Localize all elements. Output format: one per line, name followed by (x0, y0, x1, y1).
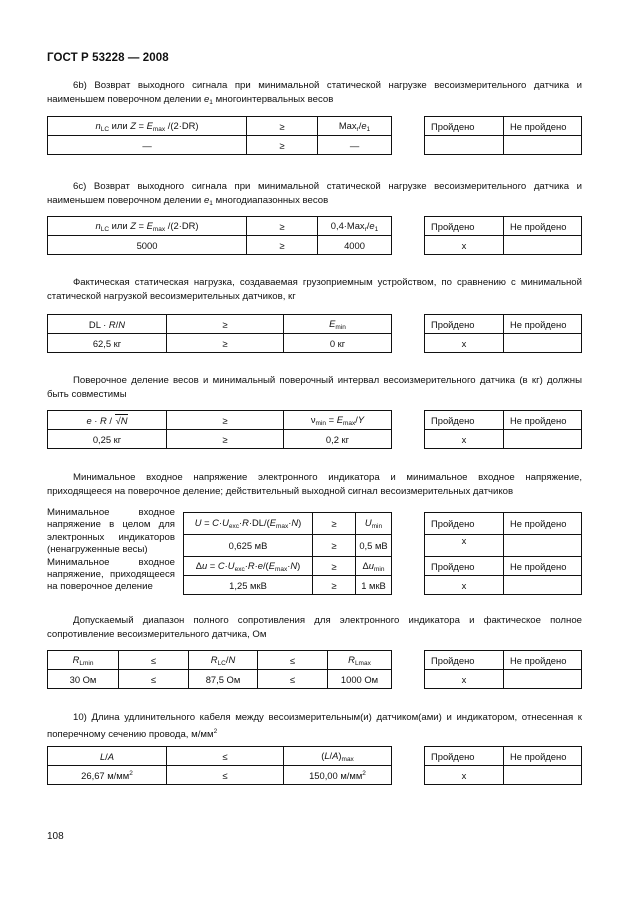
value-left: 5000 (48, 236, 247, 255)
value-left: 26,67 $м/мм^2$ (48, 766, 167, 785)
section-6b-criteria-table (47, 116, 392, 155)
section-6b-result-table (424, 116, 582, 155)
value-operator: ≥ (247, 136, 318, 155)
row1-operator: ≥ (313, 513, 356, 535)
section-6b-text: 6b) Возврат выходного сигнала при минимальной статической нагрузке весоизмерительного датчика и наименьшем поверочном делении $e_1$ многоинтервальных весов (47, 80, 582, 106)
side-label-overall: Минимальное входное напряжение в целом для электронных индикаторов (ненагруженные весы) (47, 507, 175, 556)
passed-mark (425, 136, 504, 155)
row2-operator: ≥ (313, 557, 356, 576)
row2-right: $\Delta u_{min}$ (356, 557, 392, 576)
value-operator-2: ≤ (258, 670, 328, 689)
row1-formula: $U = C\cdot U_{exc}\cdot R\cdot DL/(E_{max}\cdot N)$ (184, 513, 313, 535)
r-lc-n-header: $R_{LC}/N$ (189, 651, 258, 670)
value-left: — (48, 136, 247, 155)
page-number: 108 (47, 831, 64, 842)
section-10-result-table (424, 746, 582, 785)
value-operator-1: ≤ (119, 670, 189, 689)
section-6d-result-table (424, 314, 582, 353)
row2-formula: $\Delta u = C\cdot U_{exc}\cdot R\cdot e/(E_{max}\cdot N)$ (184, 557, 313, 576)
passed-mark: x (425, 334, 504, 353)
formula-right: $E_{min}$ (284, 315, 392, 334)
failed-mark (504, 136, 582, 155)
value-operator: ≤ (167, 766, 284, 785)
value-right: 4000 (318, 236, 392, 255)
section-9-criteria-table (47, 650, 392, 689)
section-6c-criteria-table (47, 216, 392, 255)
passed-header: Пройдено (425, 557, 504, 576)
passed-mark: x (425, 430, 504, 449)
r-lc-n-value: 87,5 Ом (189, 670, 258, 689)
section-7-criteria-table (47, 410, 392, 449)
value-operator: ≥ (247, 236, 318, 255)
passed-mark: x (425, 670, 504, 689)
passed-header: Пройдено (425, 747, 504, 766)
passed-mark: x (425, 236, 504, 255)
value-right: — (318, 136, 392, 155)
section-8-side-labels (47, 507, 175, 594)
value-right: 0 кг (284, 334, 392, 353)
operator: ≤ (167, 747, 284, 766)
row1-value: 0,625 мВ (184, 535, 313, 557)
formula-right: $(L/A)_{max}$ (284, 747, 392, 766)
section-6d-text: Фактическая статическая нагрузка, создаваемая грузоприемным устройством, по сравнению с минимальной статической нагрузкой весоизмерительных датчиков, кг (47, 277, 582, 302)
formula-left: e · R / √N (48, 411, 167, 430)
formula-left: DL · R/N (48, 315, 167, 334)
value-right: 0,2 кг (284, 430, 392, 449)
passed-header: Пройдено (425, 117, 504, 136)
failed-mark (504, 670, 582, 689)
row1-value-operator: ≥ (313, 535, 356, 557)
r-lmin-value: 30 Ом (48, 670, 119, 689)
passed-mark: x (425, 535, 504, 557)
operator-1: ≤ (119, 651, 189, 670)
failed-header: Не пройдено (504, 411, 582, 430)
operator-2: ≤ (258, 651, 328, 670)
row1-right: $U_{min}$ (356, 513, 392, 535)
section-6d-criteria-table (47, 314, 392, 353)
formula-right: $0,4\cdot Max_r/e_1$ (318, 217, 392, 236)
failed-header: Не пройдено (504, 557, 582, 576)
failed-mark (504, 334, 582, 353)
failed-mark (504, 236, 582, 255)
operator: ≥ (247, 217, 318, 236)
r-lmax-value: 1000 Ом (328, 670, 392, 689)
failed-mark (504, 535, 582, 557)
operator: ≥ (167, 411, 284, 430)
section-8-text: Минимальное входное напряжение электронного индикатора и минимальное входное напряжение, приходящееся на поверочное деление; действительный выходной сигнал весоизмерительных датчиков (47, 472, 582, 497)
failed-header: Не пройдено (504, 747, 582, 766)
failed-header: Не пройдено (504, 217, 582, 236)
passed-mark: x (425, 576, 504, 595)
document-header: ГОСТ Р 53228 — 2008 (47, 52, 169, 64)
section-9-text: Допускаемый диапазон полного сопротивления для электронного индикатора и фактическое полное сопротивление весоизмерительного датчика, Ом (47, 615, 582, 640)
passed-header: Пройдено (425, 411, 504, 430)
failed-mark (504, 766, 582, 785)
section-7-text: Поверочное деление весов и минимальный поверочный интервал весоизмерительного датчика (в кг) должны быть совместимы (47, 375, 582, 400)
section-8-result-table-1 (424, 512, 582, 557)
section-8-criteria-table (183, 512, 392, 595)
value-operator: ≥ (167, 430, 284, 449)
section-6c-result-table (424, 216, 582, 255)
row2-value: 1,25 мкВ (184, 576, 313, 595)
r-lmin-header: $R_{Lmin}$ (48, 651, 119, 670)
section-6c-text: 6c) Возврат выходного сигнала при минимальной статической нагрузке весоизмерительного датчика и наименьшем поверочном делении $e_1$ многодиапазонных весов (47, 181, 582, 207)
failed-header: Не пройдено (504, 513, 582, 535)
operator: ≥ (167, 315, 284, 334)
r-lmax-header: $R_{Lmax}$ (328, 651, 392, 670)
value-right: 150,00 $м/мм^2$ (284, 766, 392, 785)
formula-right: $Max_r/e_1$ (318, 117, 392, 136)
passed-header: Пройдено (425, 217, 504, 236)
failed-header: Не пройдено (504, 651, 582, 670)
side-label-per-division: Минимальное входное напряжение, приходящееся на поверочное деление (47, 556, 175, 593)
formula-left: $n_{LC}$ или $Z = E_{max}$ /(2·DR) (48, 117, 247, 136)
operator: ≥ (247, 117, 318, 136)
section-8-result-table-2 (424, 556, 582, 595)
section-10-text: 10) Длина удлинительного кабеля между весоизмерительным(и) датчиком(ами) и индикатором, отнесенная к поперечному сечению провода, $м/мм^2$ (47, 712, 582, 740)
row2-value-operator: ≥ (313, 576, 356, 595)
passed-header: Пройдено (425, 315, 504, 334)
value-operator: ≥ (167, 334, 284, 353)
passed-header: Пройдено (425, 513, 504, 535)
formula-left: $n_{LC}$ или $Z = E_{max}$ /(2·DR) (48, 217, 247, 236)
failed-header: Не пройдено (504, 117, 582, 136)
formula-left: L/A (48, 747, 167, 766)
section-10-criteria-table (47, 746, 392, 785)
failed-mark (504, 430, 582, 449)
section-9-result-table (424, 650, 582, 689)
failed-mark (504, 576, 582, 595)
passed-mark: x (425, 766, 504, 785)
section-7-result-table (424, 410, 582, 449)
value-left: 62,5 кг (48, 334, 167, 353)
passed-header: Пройдено (425, 651, 504, 670)
row2-value-right: 1 мкВ (356, 576, 392, 595)
row1-value-right: 0,5 мВ (356, 535, 392, 557)
value-left: 0,25 кг (48, 430, 167, 449)
formula-right: $\nu_{min} = E_{max}/Y$ (284, 411, 392, 430)
failed-header: Не пройдено (504, 315, 582, 334)
